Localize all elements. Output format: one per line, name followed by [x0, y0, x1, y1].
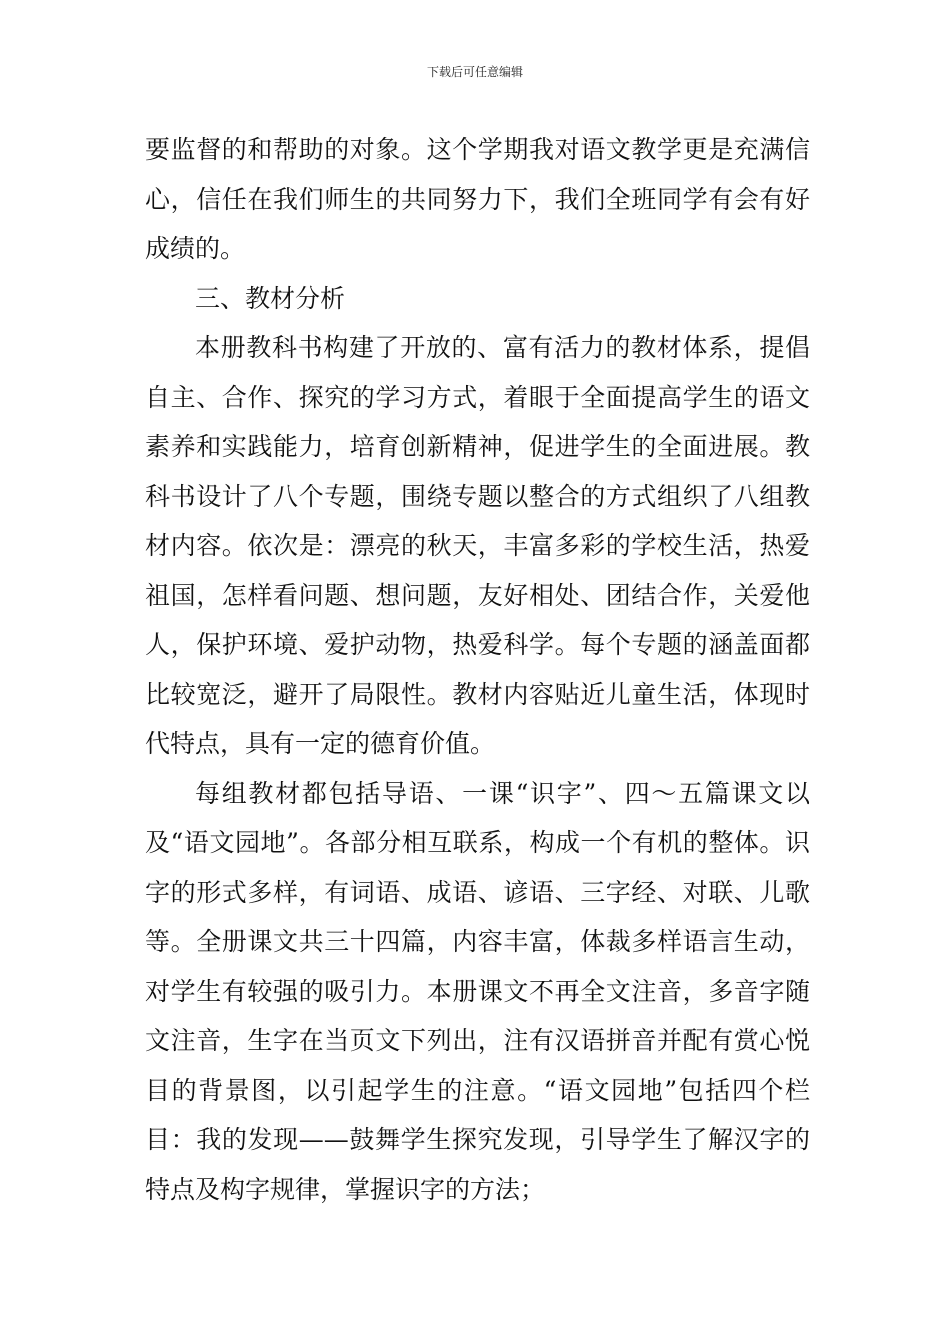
section-heading: 三、教材分析	[195, 283, 346, 313]
document-body	[145, 125, 810, 1214]
paragraph-textbook-overview: 本册教科书构建了开放的、富有活力的教材体系，提倡自主、合作、探究的学习方式，着眼于全面提高学生的语文素养和实践能力，培育创新精神，促进学生的全面进展。教科书设计了八个专题，围绕专题以整合的方式组织了八组教材内容。依次是：漂亮的秋天，丰富多彩的学校生活，热爱祖国，怎样看问题、想问题，友好相处、团结合作，关爱他人，保护环境、爱护动物，热爱科学。每个专题的涵盖面都比较宽泛，避开了局限性。教材内容贴近儿童生活，体现时代特点，具有一定的德育价值。	[145, 333, 810, 758]
paragraph-continuation: 要监督的和帮助的对象。这个学期我对语文教学更是充满信心，信任在我们师生的共同努力下，我们全班同学有会有好成绩的。	[145, 135, 810, 263]
page-header: 下载后可任意编辑	[426, 65, 523, 79]
paragraph-unit-structure: 每组教材都包括导语、一课“识字”、四～五篇课文以及“语文园地”。各部分相互联系，构成一个有机的整体。识字的形式多样，有词语、成语、谚语、三字经、对联、儿歌等。全册课文共三十四篇，内容丰富，体裁多样语言生动，对学生有较强的吸引力。本册课文不再全文注音，多音字随文注音，生字在当页文下列出，注有汉语拼音并配有赏心悦目的背景图，以引起学生的注意。“语文园地”包括四个栏目：我的发现——鼓舞学生探究发现，引导学生了解汉字的特点及构字规律，掌握识字的方法；	[145, 778, 810, 1204]
